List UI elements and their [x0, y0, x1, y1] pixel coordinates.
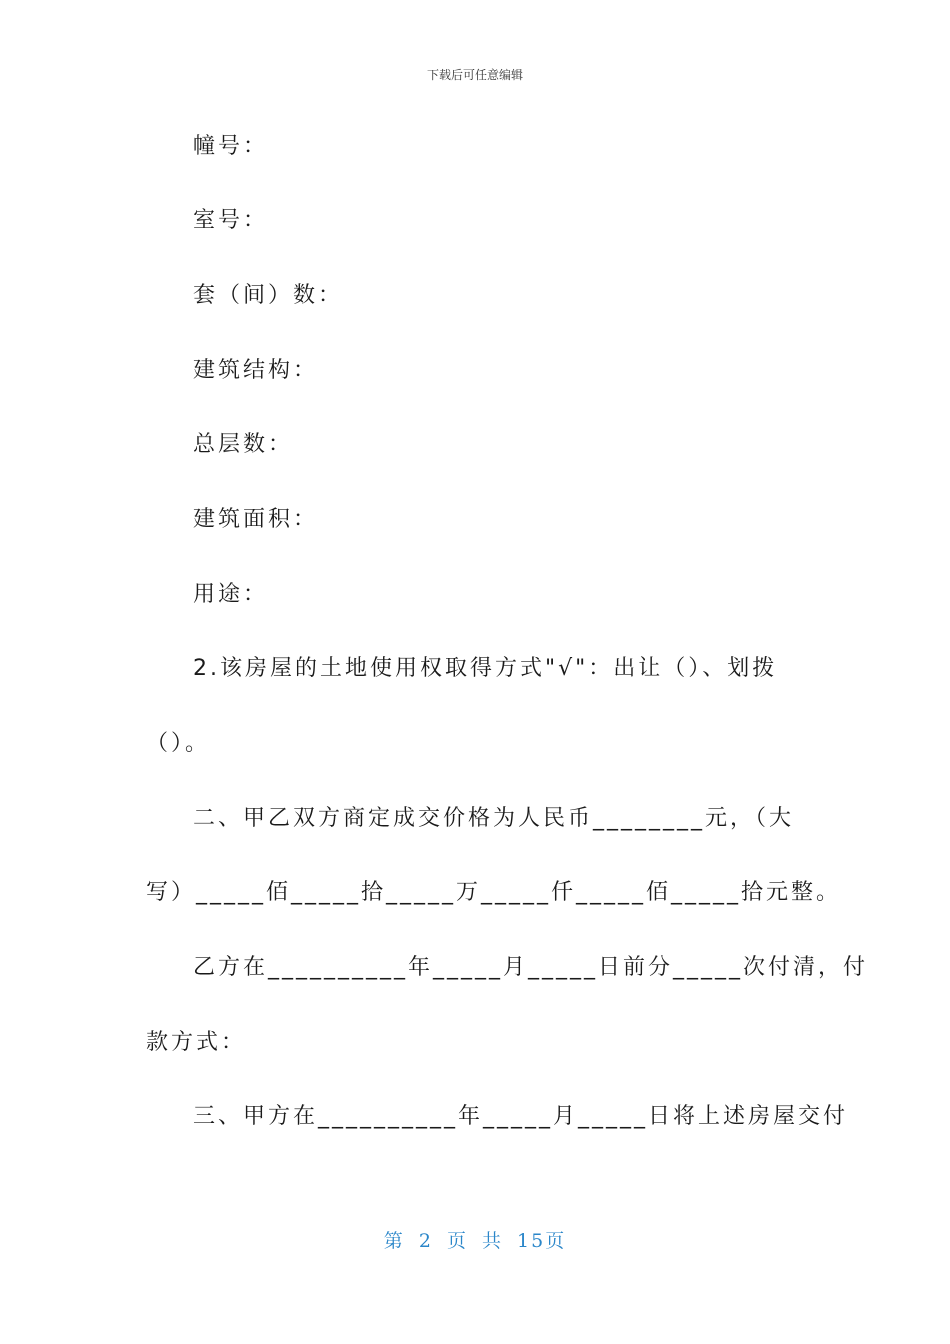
- clause-price: 二、甲乙双方商定成交价格为人民币________元，（大: [193, 806, 795, 831]
- field-room-number: 室号：: [193, 208, 269, 233]
- clause-land-use-right: 2.该房屋的土地使用权取得方式"√"：出让（）、划拨: [193, 656, 778, 681]
- field-usage: 用途：: [193, 582, 269, 607]
- field-total-floors: 总层数：: [193, 432, 294, 457]
- field-building-structure: 建筑结构：: [193, 358, 319, 383]
- clause-price-uppercase: 写）_____佰_____拾_____万_____仟_____佰_____拾元整。: [146, 880, 842, 905]
- field-building-number: 幢号：: [193, 134, 269, 159]
- clause-land-use-right-cont: （）。: [146, 731, 211, 756]
- clause-handover: 三、甲方在__________年_____月_____日将上述房屋交付: [193, 1104, 849, 1129]
- field-floor-area: 建筑面积：: [193, 507, 319, 532]
- clause-payment-method: 款方式：: [146, 1030, 247, 1055]
- page-number-footer: 第 2 页 共 15页: [383, 1230, 567, 1252]
- field-unit-count: 套（间）数：: [193, 283, 344, 308]
- page-header-note: 下载后可任意编辑: [426, 68, 523, 82]
- clause-payment-schedule: 乙方在__________年_____月_____日前分_____次付清，付: [193, 955, 869, 980]
